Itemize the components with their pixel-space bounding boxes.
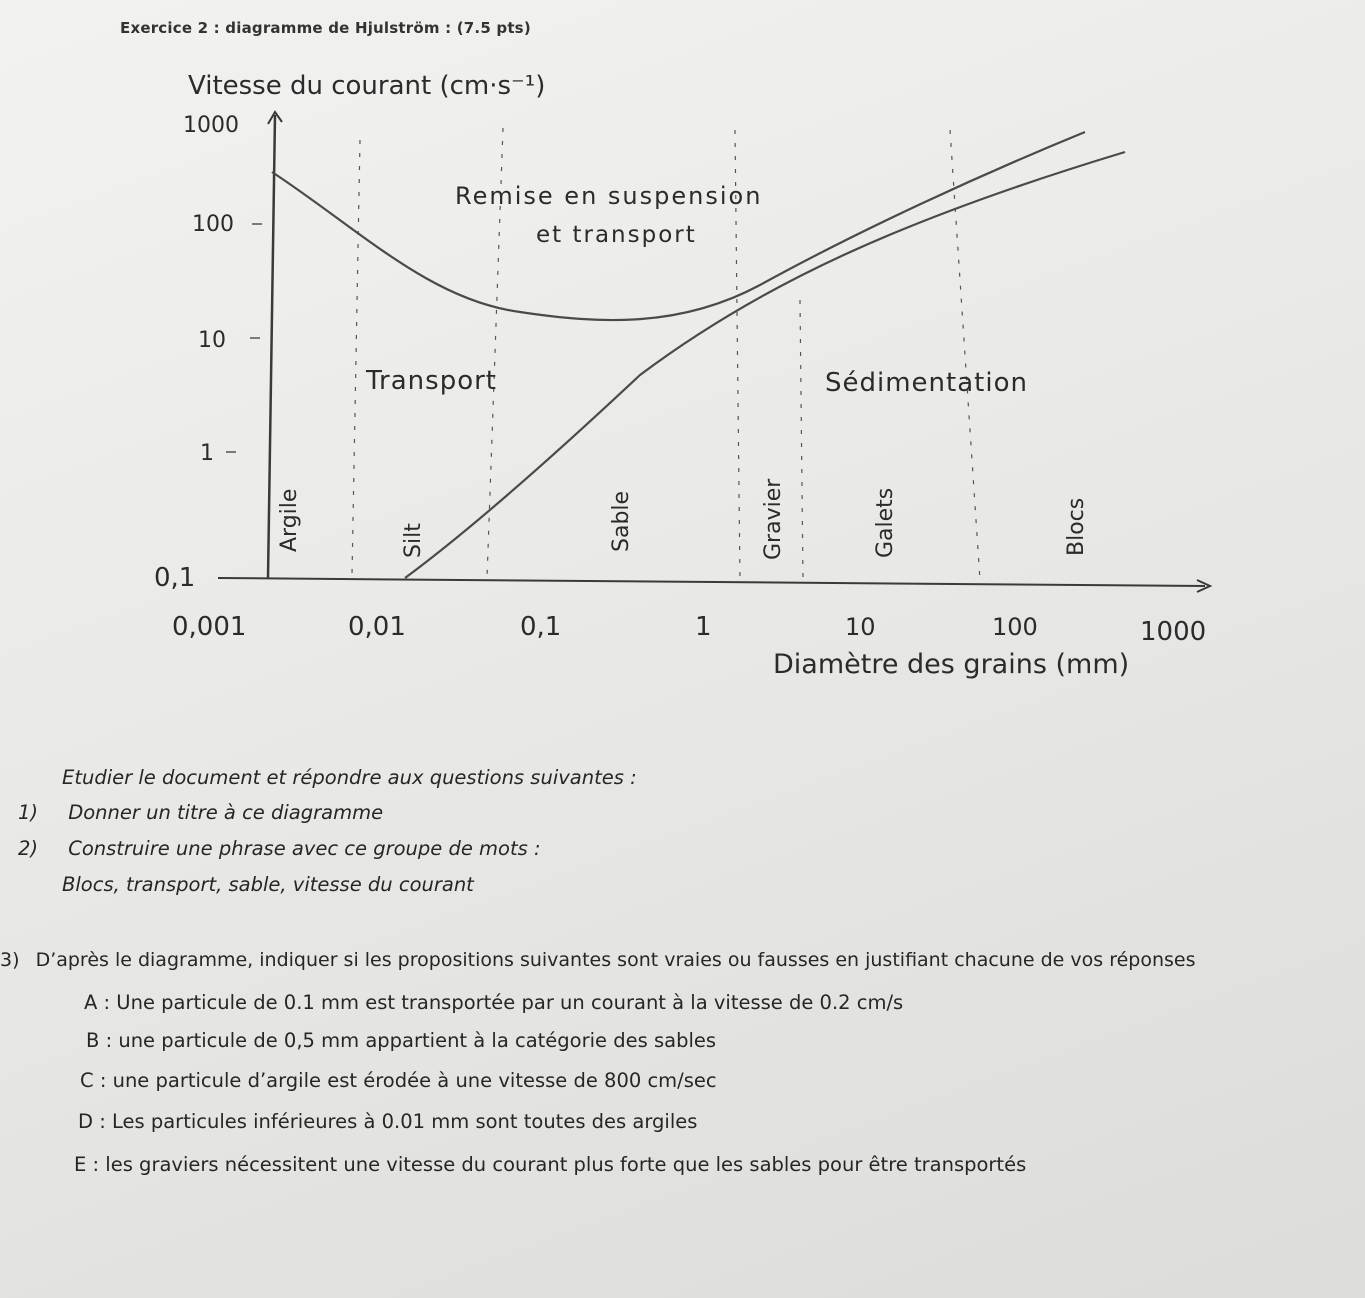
boundary-gravier-galets (800, 300, 803, 580)
zone-suspension-line1: Remise en suspension (455, 182, 763, 210)
category-sable: Sable (609, 490, 634, 552)
x-axis-title: Diamètre des grains (mm) (773, 649, 1130, 680)
zone-suspension-line2: et transport (536, 222, 697, 248)
x-tick-100: 100 (992, 613, 1038, 641)
zone-sedimentation: Sédimentation (825, 368, 1028, 398)
category-gravier: Gravier (761, 478, 786, 560)
x-tick-1: 1 (695, 612, 712, 642)
category-blocs: Blocs (1064, 497, 1089, 556)
x-axis (218, 578, 1205, 586)
boundary-galets-blocs (950, 130, 980, 580)
zone-transport: Transport (366, 366, 498, 396)
question-2 (18, 837, 541, 860)
y-tick-10: 10 (198, 328, 226, 353)
y-axis-title: Vitesse du courant (cm·s⁻¹) (188, 71, 546, 101)
question-1-text: Donner un titre à ce diagramme (68, 801, 384, 824)
boundary-argile-silt (352, 140, 360, 575)
question-1-number: 1) (18, 801, 39, 824)
question-2-number: 2) (18, 837, 39, 860)
category-silt: Silt (401, 523, 426, 558)
question-2-text: Construire une phrase avec ce groupe de mots : (68, 837, 541, 860)
question-2-words: Blocs, transport, sable, vitesse du courant (62, 873, 474, 896)
question-1 (18, 801, 383, 824)
question-3 (0, 949, 1196, 971)
x-tick-10: 10 (845, 613, 876, 641)
y-tick-0-1: 0,1 (154, 563, 196, 593)
y-tick-100: 100 (192, 212, 234, 237)
x-tick-1000: 1000 (1140, 617, 1207, 647)
question-3-number: 3) (0, 949, 20, 971)
question-3-text: D’après le diagramme, indiquer si les propositions suivantes sont vraies ou fausses en justifiant chacune de vos réponses (35, 949, 1196, 971)
exercise-header: Exercice 2 : diagramme de Hjulström : (7.5 pts) (120, 19, 531, 37)
proposition-e: E : les graviers nécessitent une vitesse du courant plus forte que les sables pour être transportés (74, 1153, 1027, 1176)
category-argile: Argile (277, 488, 302, 552)
proposition-d: D : Les particules inférieures à 0.01 mm sont toutes des argiles (78, 1110, 698, 1133)
y-axis (268, 115, 275, 578)
x-tick-0-01: 0,01 (348, 612, 406, 642)
y-tick-1: 1 (200, 441, 214, 466)
category-galets: Galets (873, 487, 898, 558)
x-tick-0-1: 0,1 (520, 612, 562, 642)
y-tick-1000: 1000 (183, 113, 239, 138)
instructions-intro: Etudier le document et répondre aux questions suivantes : (62, 766, 637, 789)
proposition-b: B : une particule de 0,5 mm appartient à la catégorie des sables (86, 1029, 717, 1052)
proposition-a: A : Une particule de 0.1 mm est transportée par un courant à la vitesse de 0.2 cm/s (84, 991, 904, 1014)
proposition-c: C : une particule d’argile est érodée à une vitesse de 800 cm/sec (80, 1069, 717, 1092)
x-tick-0-001: 0,001 (172, 612, 247, 642)
